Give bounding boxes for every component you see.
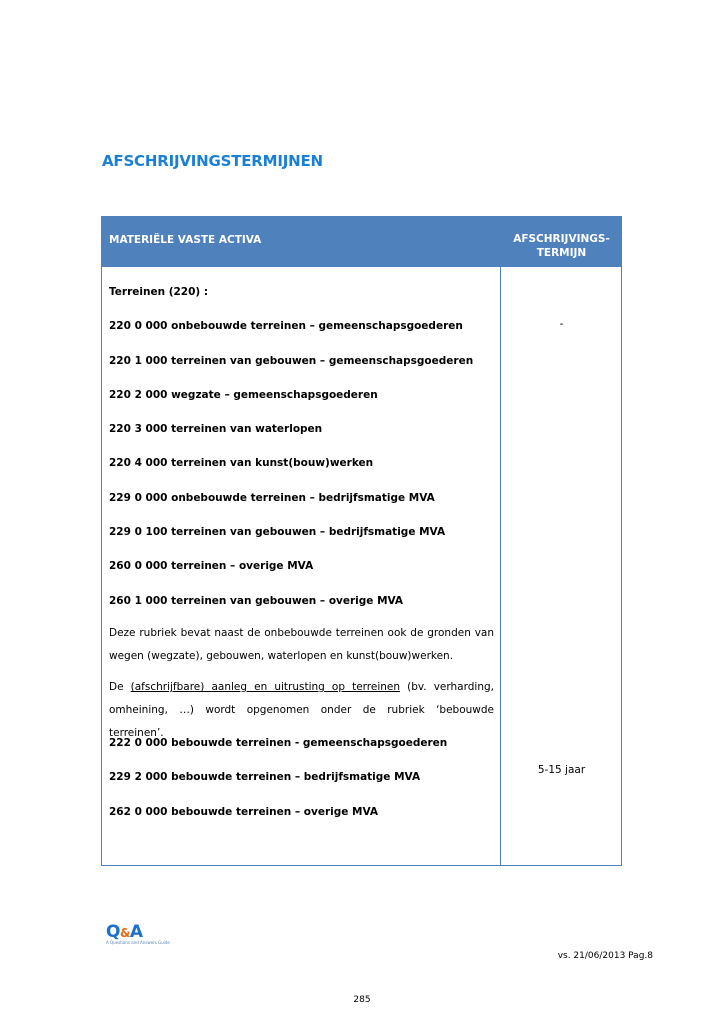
header-term-line2: TERMIJN	[536, 247, 587, 259]
list-item: 220 4 000 terreinen van kunst(bouw)werken	[109, 457, 374, 469]
list-item: Terreinen (220) :	[109, 286, 209, 298]
description-paragraph: Deze rubriek bevat naast de onbebouwde terreinen ook de gronden van wegen (wegzate), gebouwen, waterlopen en kunst(bouw)werken.	[109, 627, 494, 662]
depreciation-table	[101, 216, 622, 866]
table-header	[102, 217, 621, 267]
list-item: 229 2 000 bebouwde terreinen – bedrijfsmatige MVA	[109, 771, 421, 783]
list-item: 229 0 000 onbebouwde terreinen – bedrijfsmatige MVA	[109, 492, 435, 504]
list-item: 220 0 000 onbebouwde terreinen – gemeenschapsgoederen	[109, 320, 463, 332]
list-item: 220 1 000 terreinen van gebouwen – gemeenschapsgoederen	[109, 355, 474, 367]
para2-pre: De	[109, 681, 131, 693]
list-item: 220 2 000 wegzate – gemeenschapsgoederen	[109, 389, 378, 401]
logo-subtitle: A Questions and Answers Guide	[106, 940, 170, 945]
header-term-line1: AFSCHRIJVINGS-	[513, 233, 610, 245]
list-item: 260 0 000 terreinen – overige MVA	[109, 560, 314, 572]
version-footer: vs. 21/06/2013 Pag.8	[557, 951, 653, 961]
para2-underlined: (afschrijfbare) aanleg en uitrusting op terreinen	[130, 681, 401, 693]
construction-paragraph	[109, 676, 494, 745]
term-value-land: -	[559, 318, 564, 330]
para2-post: (bv. verharding, omheining, …) wordt opgenomen onder de rubriek ‘bebouwde terreinen’.	[109, 681, 494, 739]
list-item: 220 3 000 terreinen van waterlopen	[109, 423, 323, 435]
logo-mark: Q&A	[106, 922, 143, 942]
list-item: 260 1 000 terreinen van gebouwen – overige MVA	[109, 595, 404, 607]
list-item: 222 0 000 bebouwde terreinen - gemeenschapsgoederen	[109, 737, 448, 749]
list-item: 262 0 000 bebouwde terreinen – overige MVA	[109, 806, 379, 818]
list-item: 229 0 100 terreinen van gebouwen – bedrijfsmatige MVA	[109, 526, 446, 538]
page-number: 285	[353, 995, 371, 1005]
qa-logo	[106, 922, 170, 952]
header-material-assets: MATERIËLE VASTE ACTIVA	[109, 234, 262, 246]
page-title: AFSCHRIJVINGSTERMIJNEN	[102, 152, 323, 170]
term-value-built-land: 5-15 jaar	[537, 764, 586, 776]
header-depreciation-term	[501, 232, 622, 260]
